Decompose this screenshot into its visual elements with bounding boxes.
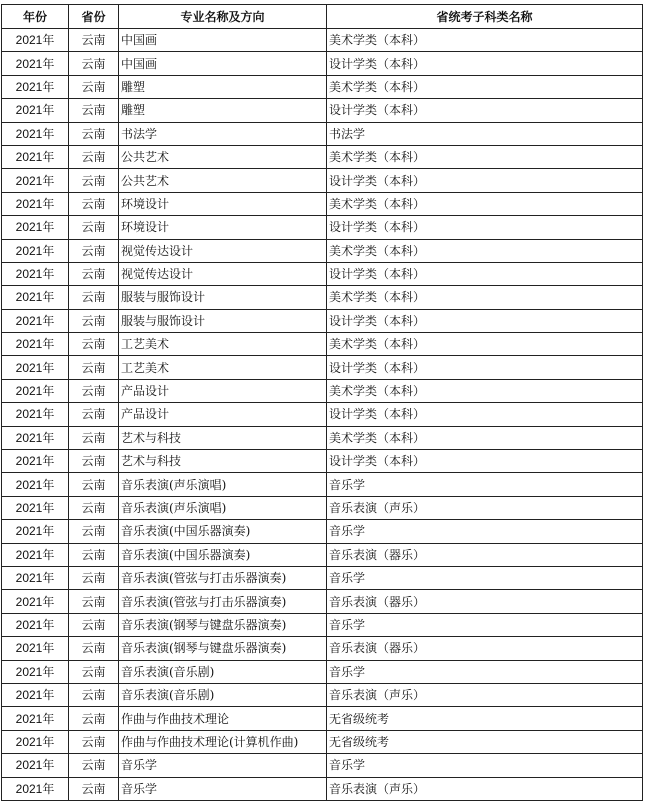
header-row: [2, 5, 643, 29]
cell-major: 音乐学: [119, 777, 327, 800]
cell-subject: 设计学类（本科）: [327, 309, 643, 332]
table-row: [2, 473, 643, 496]
cell-province: 云南: [69, 707, 119, 730]
major-subject-table: [1, 4, 643, 801]
cell-subject: 音乐学: [327, 613, 643, 636]
cell-province: 云南: [69, 777, 119, 800]
cell-subject: 美术学类（本科）: [327, 239, 643, 262]
cell-year: 2021年: [2, 239, 69, 262]
cell-year: 2021年: [2, 122, 69, 145]
cell-major: 作曲与作曲技术理论(计算机作曲): [119, 730, 327, 753]
cell-subject: 美术学类（本科）: [327, 426, 643, 449]
cell-major: 音乐表演(中国乐器演奏): [119, 543, 327, 566]
cell-province: 云南: [69, 262, 119, 285]
cell-subject: 音乐学: [327, 660, 643, 683]
cell-major: 音乐表演(声乐演唱): [119, 473, 327, 496]
cell-major: 工艺美术: [119, 333, 327, 356]
cell-major: 公共艺术: [119, 169, 327, 192]
cell-year: 2021年: [2, 403, 69, 426]
cell-subject: 音乐表演（声乐）: [327, 683, 643, 706]
cell-subject: 设计学类（本科）: [327, 52, 643, 75]
table-row: [2, 262, 643, 285]
cell-year: 2021年: [2, 286, 69, 309]
cell-major: 作曲与作曲技术理论: [119, 707, 327, 730]
cell-major: 音乐表演(音乐剧): [119, 683, 327, 706]
cell-major: 服装与服饰设计: [119, 309, 327, 332]
cell-subject: 音乐表演（器乐）: [327, 590, 643, 613]
table-row: [2, 660, 643, 683]
cell-province: 云南: [69, 590, 119, 613]
table-body: [2, 29, 643, 801]
cell-year: 2021年: [2, 707, 69, 730]
cell-subject: 美术学类（本科）: [327, 29, 643, 52]
table-row: [2, 496, 643, 519]
cell-major: 雕塑: [119, 75, 327, 98]
cell-subject: 音乐表演（器乐）: [327, 637, 643, 660]
cell-year: 2021年: [2, 590, 69, 613]
cell-province: 云南: [69, 660, 119, 683]
table-row: [2, 777, 643, 800]
cell-subject: 音乐学: [327, 473, 643, 496]
cell-province: 云南: [69, 754, 119, 777]
cell-major: 音乐表演(管弦与打击乐器演奏): [119, 566, 327, 589]
cell-year: 2021年: [2, 566, 69, 589]
cell-subject: 设计学类（本科）: [327, 356, 643, 379]
cell-year: 2021年: [2, 730, 69, 753]
cell-province: 云南: [69, 99, 119, 122]
cell-major: 中国画: [119, 29, 327, 52]
cell-year: 2021年: [2, 543, 69, 566]
cell-major: 视觉传达设计: [119, 239, 327, 262]
cell-subject: 设计学类（本科）: [327, 216, 643, 239]
admissions-table-sheet: [1, 4, 642, 801]
table-row: [2, 52, 643, 75]
cell-year: 2021年: [2, 637, 69, 660]
cell-major: 环境设计: [119, 216, 327, 239]
cell-province: 云南: [69, 333, 119, 356]
table-row: [2, 426, 643, 449]
cell-subject: 美术学类（本科）: [327, 192, 643, 215]
cell-province: 云南: [69, 520, 119, 543]
cell-subject: 设计学类（本科）: [327, 403, 643, 426]
cell-year: 2021年: [2, 450, 69, 473]
table-row: [2, 122, 643, 145]
table-row: [2, 239, 643, 262]
cell-year: 2021年: [2, 777, 69, 800]
cell-subject: 无省级统考: [327, 730, 643, 753]
cell-major: 艺术与科技: [119, 426, 327, 449]
cell-year: 2021年: [2, 75, 69, 98]
cell-year: 2021年: [2, 52, 69, 75]
cell-major: 音乐表演(声乐演唱): [119, 496, 327, 519]
cell-major: 雕塑: [119, 99, 327, 122]
table-row: [2, 450, 643, 473]
table-row: [2, 356, 643, 379]
cell-year: 2021年: [2, 169, 69, 192]
table-row: [2, 637, 643, 660]
cell-year: 2021年: [2, 473, 69, 496]
cell-subject: 设计学类（本科）: [327, 450, 643, 473]
cell-subject: 美术学类（本科）: [327, 145, 643, 168]
cell-province: 云南: [69, 75, 119, 98]
header-province: 省份: [69, 5, 119, 29]
cell-major: 音乐表演(钢琴与键盘乐器演奏): [119, 613, 327, 636]
cell-subject: 音乐表演（声乐）: [327, 496, 643, 519]
table-row: [2, 707, 643, 730]
table-row: [2, 566, 643, 589]
cell-year: 2021年: [2, 145, 69, 168]
cell-subject: 音乐表演（声乐）: [327, 777, 643, 800]
table-row: [2, 29, 643, 52]
cell-province: 云南: [69, 29, 119, 52]
cell-year: 2021年: [2, 216, 69, 239]
cell-major: 书法学: [119, 122, 327, 145]
cell-province: 云南: [69, 473, 119, 496]
cell-year: 2021年: [2, 356, 69, 379]
cell-year: 2021年: [2, 29, 69, 52]
cell-subject: 美术学类（本科）: [327, 75, 643, 98]
cell-subject: 无省级统考: [327, 707, 643, 730]
cell-province: 云南: [69, 239, 119, 262]
cell-province: 云南: [69, 543, 119, 566]
cell-province: 云南: [69, 356, 119, 379]
table-row: [2, 520, 643, 543]
cell-province: 云南: [69, 286, 119, 309]
cell-subject: 音乐学: [327, 520, 643, 543]
table-row: [2, 192, 643, 215]
cell-province: 云南: [69, 566, 119, 589]
cell-year: 2021年: [2, 379, 69, 402]
cell-major: 音乐表演(中国乐器演奏): [119, 520, 327, 543]
cell-major: 中国画: [119, 52, 327, 75]
cell-year: 2021年: [2, 660, 69, 683]
cell-subject: 美术学类（本科）: [327, 333, 643, 356]
table-row: [2, 730, 643, 753]
cell-province: 云南: [69, 145, 119, 168]
cell-major: 产品设计: [119, 379, 327, 402]
cell-major: 服装与服饰设计: [119, 286, 327, 309]
cell-major: 视觉传达设计: [119, 262, 327, 285]
table-row: [2, 333, 643, 356]
cell-year: 2021年: [2, 683, 69, 706]
cell-year: 2021年: [2, 496, 69, 519]
table-row: [2, 216, 643, 239]
cell-subject: 设计学类（本科）: [327, 169, 643, 192]
cell-province: 云南: [69, 379, 119, 402]
cell-year: 2021年: [2, 333, 69, 356]
cell-major: 工艺美术: [119, 356, 327, 379]
cell-subject: 美术学类（本科）: [327, 286, 643, 309]
table-row: [2, 590, 643, 613]
cell-province: 云南: [69, 426, 119, 449]
cell-province: 云南: [69, 613, 119, 636]
cell-province: 云南: [69, 52, 119, 75]
cell-subject: 设计学类（本科）: [327, 262, 643, 285]
cell-subject: 音乐学: [327, 754, 643, 777]
cell-year: 2021年: [2, 99, 69, 122]
cell-province: 云南: [69, 730, 119, 753]
table-row: [2, 683, 643, 706]
cell-major: 音乐表演(钢琴与键盘乐器演奏): [119, 637, 327, 660]
cell-year: 2021年: [2, 613, 69, 636]
cell-year: 2021年: [2, 192, 69, 215]
cell-major: 音乐表演(音乐剧): [119, 660, 327, 683]
table-row: [2, 403, 643, 426]
cell-year: 2021年: [2, 426, 69, 449]
cell-province: 云南: [69, 122, 119, 145]
cell-province: 云南: [69, 169, 119, 192]
cell-subject: 音乐表演（器乐）: [327, 543, 643, 566]
cell-province: 云南: [69, 637, 119, 660]
header-major: 专业名称及方向: [119, 5, 327, 29]
cell-major: 音乐表演(管弦与打击乐器演奏): [119, 590, 327, 613]
table-row: [2, 169, 643, 192]
cell-major: 环境设计: [119, 192, 327, 215]
cell-province: 云南: [69, 192, 119, 215]
cell-year: 2021年: [2, 520, 69, 543]
cell-province: 云南: [69, 403, 119, 426]
cell-subject: 设计学类（本科）: [327, 99, 643, 122]
cell-major: 产品设计: [119, 403, 327, 426]
cell-province: 云南: [69, 450, 119, 473]
cell-province: 云南: [69, 683, 119, 706]
header-subject: 省统考子科类名称: [327, 5, 643, 29]
table-row: [2, 613, 643, 636]
table-row: [2, 145, 643, 168]
table-row: [2, 543, 643, 566]
cell-major: 艺术与科技: [119, 450, 327, 473]
cell-province: 云南: [69, 496, 119, 519]
table-row: [2, 99, 643, 122]
cell-subject: 书法学: [327, 122, 643, 145]
header-year: 年份: [2, 5, 69, 29]
cell-province: 云南: [69, 309, 119, 332]
cell-province: 云南: [69, 216, 119, 239]
table-row: [2, 754, 643, 777]
cell-subject: 美术学类（本科）: [327, 379, 643, 402]
table-row: [2, 286, 643, 309]
table-row: [2, 309, 643, 332]
table-header: [2, 5, 643, 29]
table-row: [2, 75, 643, 98]
cell-major: 音乐学: [119, 754, 327, 777]
cell-year: 2021年: [2, 309, 69, 332]
table-row: [2, 379, 643, 402]
cell-major: 公共艺术: [119, 145, 327, 168]
cell-year: 2021年: [2, 754, 69, 777]
cell-year: 2021年: [2, 262, 69, 285]
cell-subject: 音乐学: [327, 566, 643, 589]
